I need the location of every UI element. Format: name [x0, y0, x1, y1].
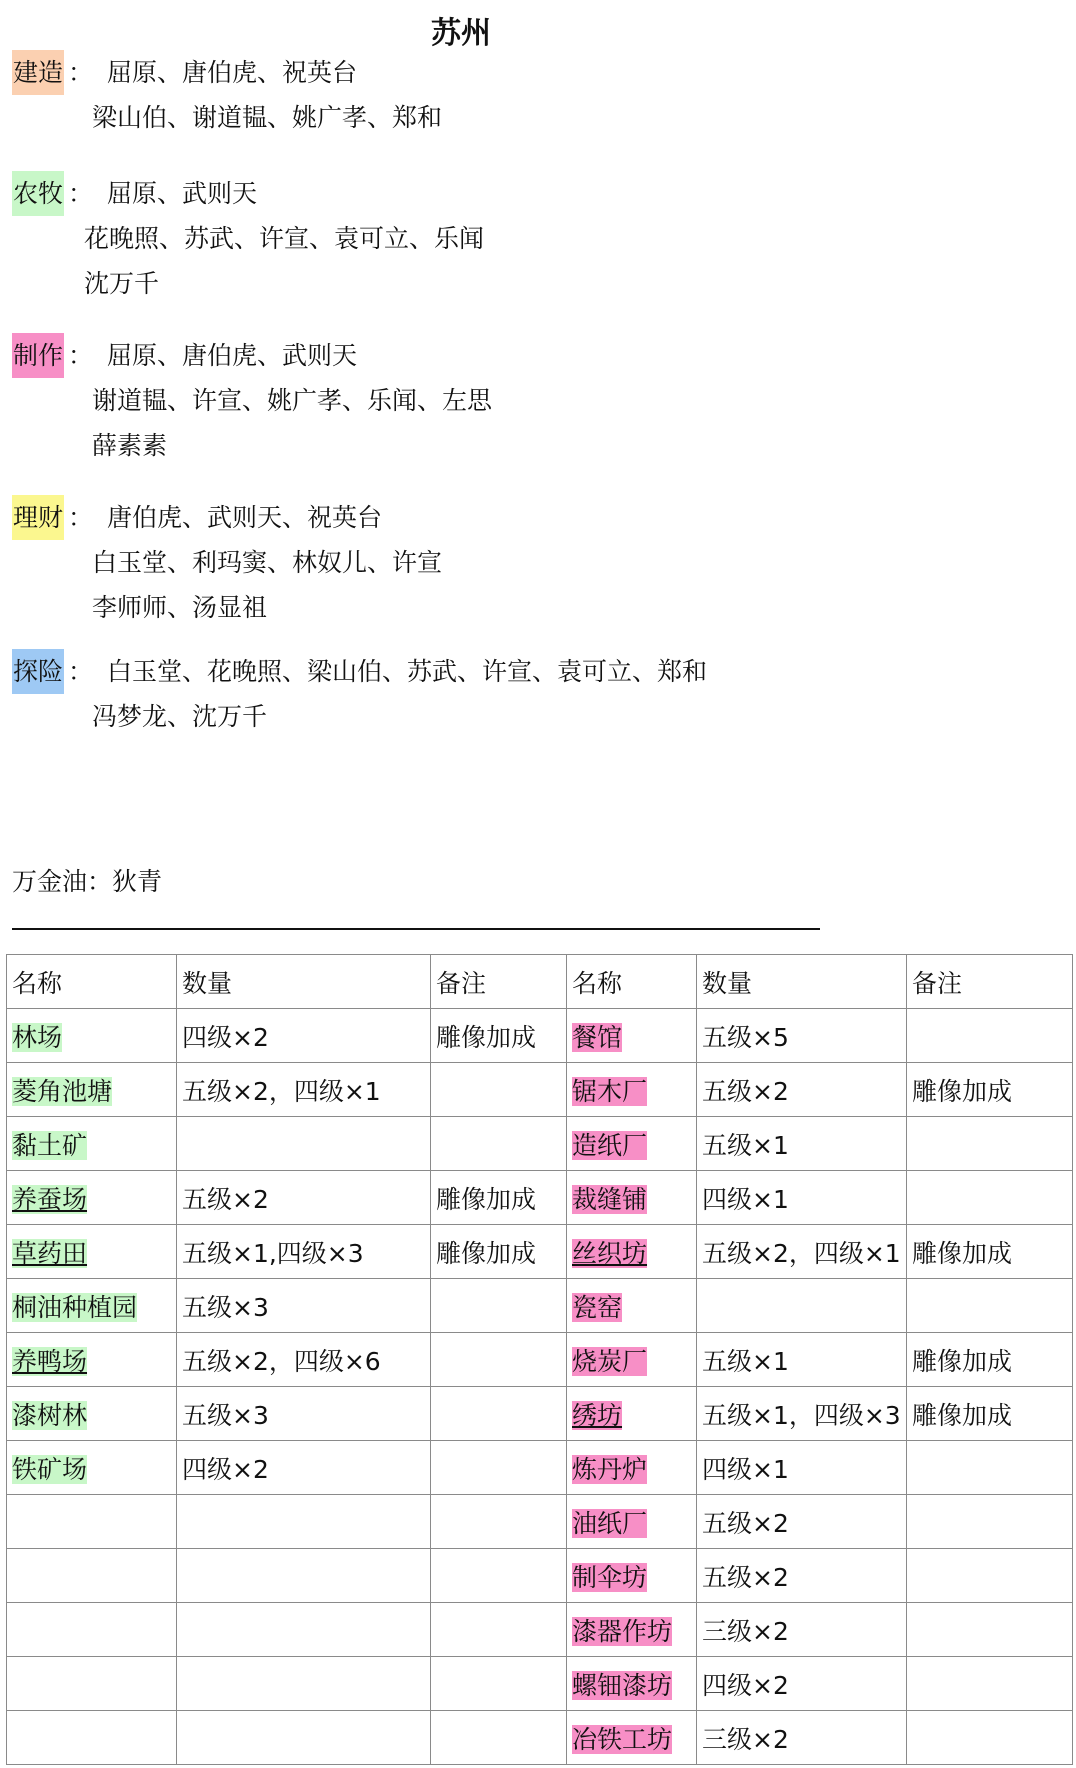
building-name-cell: [7, 1171, 177, 1225]
quantity-cell: 五级×1，四级×3: [697, 1387, 907, 1441]
building-name: 菱角池塘: [12, 1076, 113, 1106]
note-cell: [431, 1387, 567, 1441]
column-header: 数量: [177, 955, 431, 1009]
note-cell: [907, 1603, 1073, 1657]
building-name-cell: [567, 1387, 697, 1441]
note-cell: [907, 1711, 1073, 1765]
section-label: 探险: [12, 649, 64, 694]
section-line: 白玉堂、利玛窦、林奴儿、许宣: [92, 548, 443, 577]
note-cell: [431, 1063, 567, 1117]
table-row: [7, 1495, 1073, 1549]
table-row: [7, 1387, 1073, 1441]
building-name-cell: [567, 1279, 697, 1333]
quantity-cell: 五级×2: [697, 1063, 907, 1117]
quantity-cell: 五级×5: [697, 1009, 907, 1063]
section-line: 谢道韫、许宣、姚广孝、乐闻、左思: [92, 386, 493, 415]
note-cell: [431, 1603, 567, 1657]
building-name: 裁缝铺: [572, 1184, 648, 1214]
quantity-cell: 五级×2，四级×1: [697, 1225, 907, 1279]
note-cell: [907, 1441, 1073, 1495]
section-line: 屈原、武则天: [107, 179, 258, 208]
page-title: 苏州: [431, 16, 491, 51]
quantity-cell: 四级×2: [177, 1441, 431, 1495]
section-line: 李师师、汤显祖: [92, 593, 268, 622]
quantity-cell: 五级×1: [697, 1117, 907, 1171]
building-name: 螺钿漆坊: [572, 1670, 673, 1700]
column-header: 备注: [431, 955, 567, 1009]
column-header: 数量: [697, 955, 907, 1009]
table-row: [7, 1009, 1073, 1063]
building-name: 黏土矿: [12, 1130, 88, 1160]
note-cell: 雕像加成: [431, 1009, 567, 1063]
building-name-cell: [7, 1495, 177, 1549]
note-cell: [431, 1711, 567, 1765]
building-name: 冶铁工坊: [572, 1724, 673, 1754]
building-name-cell: [7, 1549, 177, 1603]
section-label: 建造: [12, 50, 64, 95]
section-explore: 探险 ： 白玉堂、花晚照、梁山伯、苏武、许宣、袁可立、郑和 冯梦龙、沈万千: [12, 649, 707, 739]
table-row: [7, 1711, 1073, 1765]
quantity-cell: 五级×1,四级×3: [177, 1225, 431, 1279]
quantity-cell: 四级×1: [697, 1171, 907, 1225]
section-line: 冯梦龙、沈万千: [92, 702, 268, 731]
building-table: [6, 954, 1073, 1765]
quantity-cell: 五级×3: [177, 1387, 431, 1441]
quantity-cell: 五级×2: [697, 1549, 907, 1603]
building-name: 瓷窑: [572, 1292, 623, 1322]
quantity-cell: 四级×1: [697, 1441, 907, 1495]
wanjin-line: 万金油：狄青: [12, 867, 163, 896]
note-cell: [431, 1117, 567, 1171]
building-name-cell: [7, 1225, 177, 1279]
column-header: 备注: [907, 955, 1073, 1009]
building-name-cell: [7, 1603, 177, 1657]
table-row: [7, 1657, 1073, 1711]
building-name: 养蚕场: [12, 1184, 88, 1214]
building-name-cell: [7, 1333, 177, 1387]
section-label: 理财: [12, 495, 64, 540]
section-line: 花晚照、苏武、许宣、袁可立、乐闻: [84, 224, 485, 253]
quantity-cell: [177, 1603, 431, 1657]
building-name: 养鸭场: [12, 1346, 88, 1376]
building-name-cell: [7, 1711, 177, 1765]
note-cell: [907, 1171, 1073, 1225]
building-name: 锯木厂: [572, 1076, 648, 1106]
quantity-cell: [177, 1117, 431, 1171]
section-line: 梁山伯、谢道韫、姚广孝、郑和: [92, 103, 443, 132]
quantity-cell: [177, 1711, 431, 1765]
table-row: [7, 1171, 1073, 1225]
building-name-cell: [567, 1495, 697, 1549]
quantity-cell: 四级×2: [697, 1657, 907, 1711]
building-name: 丝织坊: [572, 1238, 648, 1268]
note-cell: 雕像加成: [907, 1333, 1073, 1387]
building-name-cell: [567, 1171, 697, 1225]
table-row: [7, 1063, 1073, 1117]
note-cell: 雕像加成: [907, 1387, 1073, 1441]
building-name-cell: [567, 1225, 697, 1279]
quantity-cell: 五级×1: [697, 1333, 907, 1387]
building-name-cell: [7, 1063, 177, 1117]
building-name-cell: [567, 1711, 697, 1765]
note-cell: [907, 1009, 1073, 1063]
note-cell: [907, 1279, 1073, 1333]
section-label: 农牧: [12, 171, 64, 216]
section-line: 薛素素: [92, 431, 168, 460]
building-name-cell: [567, 1333, 697, 1387]
building-name: 铁矿场: [12, 1454, 88, 1484]
quantity-cell: 五级×2: [177, 1171, 431, 1225]
building-name-cell: [567, 1441, 697, 1495]
quantity-cell: [177, 1495, 431, 1549]
note-cell: 雕像加成: [431, 1171, 567, 1225]
building-name: 造纸厂: [572, 1130, 648, 1160]
note-cell: [431, 1657, 567, 1711]
quantity-cell: 五级×3: [177, 1279, 431, 1333]
note-cell: 雕像加成: [907, 1063, 1073, 1117]
building-name: 餐馆: [572, 1022, 623, 1052]
building-name: 漆器作坊: [572, 1616, 673, 1646]
table-row: [7, 1225, 1073, 1279]
note-cell: [907, 1657, 1073, 1711]
table-row: [7, 1279, 1073, 1333]
wanjin-value: 狄青: [112, 867, 163, 896]
building-name-cell: [567, 1603, 697, 1657]
building-name-cell: [567, 1657, 697, 1711]
building-name: 油纸厂: [572, 1508, 648, 1538]
note-cell: [431, 1441, 567, 1495]
quantity-cell: [697, 1279, 907, 1333]
section-line: 唐伯虎、武则天、祝英台: [107, 503, 383, 532]
quantity-cell: 五级×2，四级×1: [177, 1063, 431, 1117]
note-cell: [907, 1495, 1073, 1549]
column-header: 名称: [7, 955, 177, 1009]
note-cell: 雕像加成: [431, 1225, 567, 1279]
table-row: [7, 1333, 1073, 1387]
note-cell: 雕像加成: [907, 1225, 1073, 1279]
building-name-cell: [567, 1063, 697, 1117]
building-name: 炼丹炉: [572, 1454, 648, 1484]
section-craft: 制作 ： 屈原、唐伯虎、武则天 谢道韫、许宣、姚广孝、乐闻、左思 薛素素: [12, 333, 492, 468]
section-line: 白玉堂、花晚照、梁山伯、苏武、许宣、袁可立、郑和: [107, 657, 708, 686]
quantity-cell: 三级×2: [697, 1603, 907, 1657]
table-row: [7, 1603, 1073, 1657]
note-cell: [907, 1549, 1073, 1603]
building-name-cell: [7, 1009, 177, 1063]
section-farm: 农牧 ： 屈原、武则天 花晚照、苏武、许宣、袁可立、乐闻 沈万千: [12, 171, 484, 306]
wanjin-label: 万金油: [12, 867, 88, 896]
quantity-cell: [177, 1549, 431, 1603]
building-name-cell: [567, 1009, 697, 1063]
note-cell: [431, 1549, 567, 1603]
building-name-cell: [567, 1549, 697, 1603]
building-name-cell: [7, 1657, 177, 1711]
building-name: 烧炭厂: [572, 1346, 648, 1376]
table-row: [7, 1549, 1073, 1603]
building-name: 绣坊: [572, 1400, 623, 1430]
quantity-cell: 五级×2: [697, 1495, 907, 1549]
building-name: 林场: [12, 1022, 63, 1052]
section-finance: 理财 ： 唐伯虎、武则天、祝英台 白玉堂、利玛窦、林奴儿、许宣 李师师、汤显祖: [12, 495, 442, 630]
building-name-cell: [567, 1117, 697, 1171]
building-name: 桐油种植园: [12, 1292, 138, 1322]
table-row: [7, 1441, 1073, 1495]
building-name: 草药田: [12, 1238, 88, 1268]
building-name: 漆树林: [12, 1400, 88, 1430]
quantity-cell: 三级×2: [697, 1711, 907, 1765]
section-line: 屈原、唐伯虎、祝英台: [107, 58, 358, 87]
note-cell: [431, 1333, 567, 1387]
building-name-cell: [7, 1387, 177, 1441]
table-header-row: [7, 955, 1073, 1009]
section-label: 制作: [12, 333, 64, 378]
note-cell: [431, 1495, 567, 1549]
table-row: [7, 1117, 1073, 1171]
section-line: 沈万千: [84, 269, 160, 298]
note-cell: [907, 1117, 1073, 1171]
quantity-cell: 五级×2，四级×6: [177, 1333, 431, 1387]
building-name-cell: [7, 1279, 177, 1333]
quantity-cell: [177, 1657, 431, 1711]
note-cell: [431, 1279, 567, 1333]
quantity-cell: 四级×2: [177, 1009, 431, 1063]
column-header: 名称: [567, 955, 697, 1009]
divider: [12, 928, 820, 930]
section-build: 建造 ： 屈原、唐伯虎、祝英台 梁山伯、谢道韫、姚广孝、郑和: [12, 50, 442, 140]
building-name-cell: [7, 1117, 177, 1171]
section-line: 屈原、唐伯虎、武则天: [107, 341, 358, 370]
building-name: 制伞坊: [572, 1562, 648, 1592]
building-name-cell: [7, 1441, 177, 1495]
